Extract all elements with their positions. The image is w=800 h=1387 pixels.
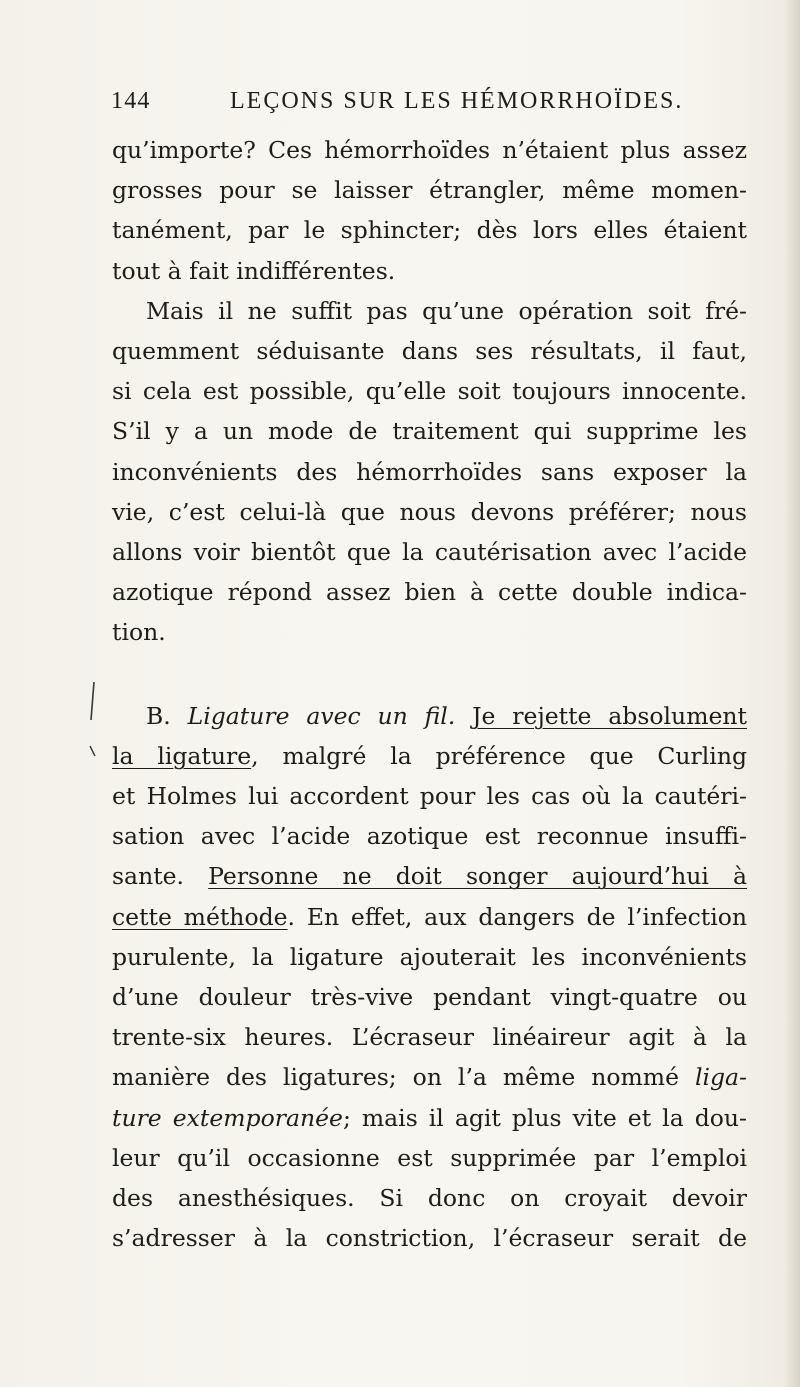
text-run: , malgré la préférence que Curling xyxy=(251,741,747,770)
text-line: trente-six heures. L’écraseur linéaireur agit à la xyxy=(112,1023,747,1052)
body-text xyxy=(112,130,747,1258)
text-line: des anesthésiques. Si donc on croyait devoir xyxy=(112,1184,747,1213)
margin-pencil-mark xyxy=(88,680,98,764)
text-line: grosses pour se laisser étrangler, même momen- xyxy=(112,176,747,205)
text-line: tanément, par le sphincter; dès lors elles étaient xyxy=(112,216,747,245)
text-line: azotique répond assez bien à cette double indica- xyxy=(112,578,747,607)
text-line xyxy=(112,1057,747,1097)
text-line xyxy=(112,736,747,776)
text-line xyxy=(112,897,747,937)
section-label: B. xyxy=(146,701,171,730)
text-line: Mais il ne suffit pas qu’une opération soit fré- xyxy=(146,296,747,325)
text-line: si cela est possible, qu’elle soit toujours innocente. xyxy=(112,377,747,406)
paragraph-gap xyxy=(112,653,747,696)
text-line xyxy=(112,856,747,896)
underlined-phrase: Personne ne doit songer aujourd’hui à xyxy=(208,862,747,891)
text-line: vie, c’est celui-là que nous devons préférer; nous xyxy=(112,497,747,526)
text-line xyxy=(112,1098,747,1138)
text-line: tout à fait indifférentes. xyxy=(112,256,396,285)
underlined-phrase: cette méthode xyxy=(112,902,288,931)
text-run: ; mais il agit plus vite et la dou- xyxy=(342,1103,748,1132)
text-line: s’adresser à la constriction, l’écraseur serait de xyxy=(112,1224,747,1253)
text-line: sation avec l’acide azotique est reconnue insuffi- xyxy=(112,822,747,851)
running-title: LEÇONS SUR LES HÉMORRHOÏDES. xyxy=(230,88,684,114)
underlined-phrase: Je rejette absolument xyxy=(472,701,747,730)
text-line: quemment séduisante dans ses résultats, il faut, xyxy=(112,337,747,366)
italic-term: ture extemporanée xyxy=(112,1103,343,1132)
text-run: manière des ligatures; on l’a même nommé xyxy=(112,1063,695,1092)
text-line: allons voir bientôt que la cautérisation avec l’acide xyxy=(112,538,747,567)
section-heading-line xyxy=(112,696,747,736)
page-edge-shadow xyxy=(784,0,800,1387)
page-number: 144 xyxy=(111,88,151,114)
italic-term: liga- xyxy=(694,1063,747,1092)
text-line: et Holmes lui accordent pour les cas où la cautéri- xyxy=(112,782,747,811)
text-line: purulente, la ligature ajouterait les inconvénients xyxy=(112,942,747,971)
underlined-phrase: la ligature xyxy=(112,741,252,770)
text-line: qu’importe? Ces hémorrhoïdes n’étaient plus assez xyxy=(112,136,747,164)
text-run: sante. xyxy=(112,862,209,891)
text-line: leur qu’il occasionne est supprimée par l’emploi xyxy=(112,1143,747,1172)
text-line: inconvénients des hémorrhoïdes sans exposer la xyxy=(112,457,747,486)
text-run: . En effet, aux dangers de l’infection xyxy=(287,902,747,931)
section-heading: Ligature avec un fil. xyxy=(187,701,456,730)
text-line: d’une douleur très-vive pendant vingt-quatre ou xyxy=(112,983,747,1012)
text-line: tion. xyxy=(112,618,166,647)
text-line: S’il y a un mode de traitement qui supprime les xyxy=(112,417,747,446)
page-header xyxy=(111,88,741,124)
